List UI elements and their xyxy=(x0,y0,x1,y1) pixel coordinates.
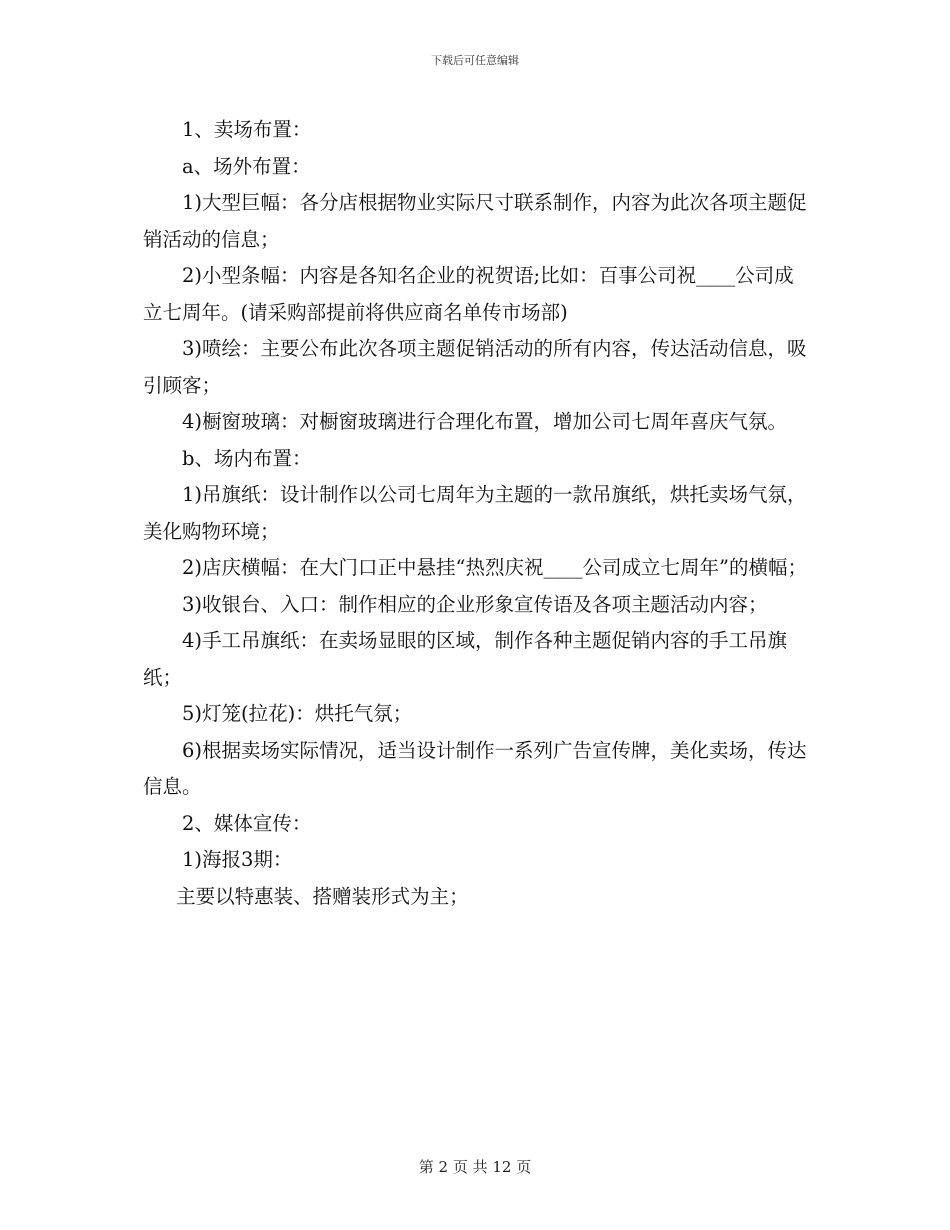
document-body xyxy=(143,112,807,915)
paragraph-hanging-flag: 1)吊旗纸：设计制作以公司七周年为主题的一款吊旗纸，烘托卖场气氛，美化购物环境； xyxy=(143,483,807,543)
paragraph-window-glass: 4)橱窗玻璃：对橱窗玻璃进行合理化布置，增加公司七周年喜庆气氛。 xyxy=(182,410,788,433)
paragraph-lanterns: 5)灯笼(拉花)：烘托气氛； xyxy=(182,702,413,725)
page-footer: 第 2 页 共 12 页 xyxy=(418,1158,532,1176)
paragraph-posters: 1)海报3期： xyxy=(182,848,293,871)
paragraph-spray-painting: 3)喷绘：主要公布此次各项主题促销活动的所有内容，传达活动信息，吸引顾客； xyxy=(143,337,807,397)
paragraph-small-banner: 2)小型条幅：内容是各知名企业的祝贺语;比如：百事公司祝____公司成立七周年。(请采购部提前将供应商名单传市场部) xyxy=(143,264,794,324)
page-header: 下载后可任意编辑 xyxy=(431,54,519,67)
paragraph-cashier-entrance: 3)收银台、入口：制作相应的企业形象宣传语及各项主题活动内容； xyxy=(182,592,768,616)
paragraph-poster-format: 主要以特惠装、搭赠装形式为主； xyxy=(176,884,469,908)
subsection-heading-b: b、场内布置： xyxy=(182,446,312,470)
section-heading-1: 1、卖场布置： xyxy=(182,118,312,141)
paragraph-handmade-flag: 4)手工吊旗纸：在卖场显眼的区域，制作各种主题促销内容的手工吊旗纸； xyxy=(143,629,788,689)
paragraph-ad-boards: 6)根据卖场实际情况，适当设计制作一系列广告宣传牌，美化卖场，传达信息。 xyxy=(143,738,807,798)
section-heading-2: 2、媒体宣传： xyxy=(182,811,312,835)
paragraph-anniversary-banner: 2)店庆横幅：在大门口正中悬挂“热烈庆祝____公司成立七周年”的横幅； xyxy=(182,556,807,579)
paragraph-large-banner: 1)大型巨幅：各分店根据物业实际尺寸联系制作，内容为此次各项主题促销活动的信息； xyxy=(143,191,807,251)
subsection-heading-a: a、场外布置： xyxy=(182,154,311,178)
